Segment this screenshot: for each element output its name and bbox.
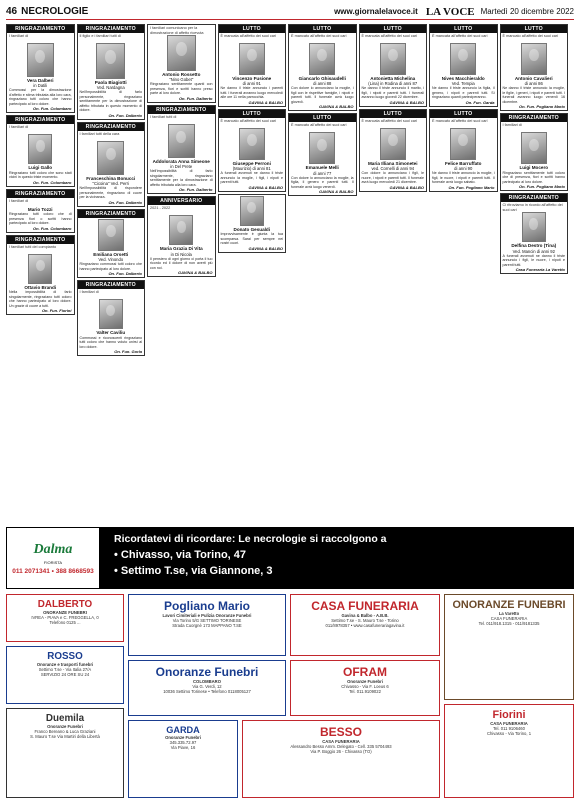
obituary-notice — [147, 196, 216, 277]
ad-line: Settimo T.se - S. Mauro T.se - Torino — [331, 618, 399, 623]
deceased-name: Mario Tozzi — [27, 206, 53, 212]
collection-banner — [6, 527, 574, 589]
ad-line: Via G. Verdi, 12 — [192, 684, 222, 689]
ad-subtitle: Onoranze Funebri — [347, 679, 383, 684]
portrait-photo — [167, 35, 196, 71]
notice-heading: RINGRAZIAMENTO — [78, 210, 145, 218]
portrait-photo — [239, 43, 265, 75]
notice-text: Ne danno il triste annuncio i parenti tutti. I funerali avranno luogo mercoledì alle ore 11 nella parrocchia. — [220, 86, 283, 100]
notice-text: Ne danno il triste annuncio la figlia, il genero, i nipoti e parenti tutti. Si ringraziano quanti parteciperanno. — [432, 86, 495, 100]
section-title: NECROLOGIE — [21, 6, 89, 17]
ad-line: Via Torino 5/G SETTIMO TORINESE — [172, 618, 242, 623]
ad-title: CASA FUNERARIA — [311, 599, 419, 613]
deceased-age: di anni 86 — [524, 81, 543, 87]
ad-subtitle: ONORANZE FUNEBRI — [43, 610, 87, 615]
obituary-notice — [6, 115, 75, 186]
deceased-age: (Lina) in Rodina di anni 87 — [368, 81, 418, 87]
notice-intro: I familiari di — [79, 290, 99, 295]
deceased-age: (Maurizio) di anni 81 — [232, 166, 271, 172]
ad-extra: Via P. Boggio 26 - Chivasso (TO) — [310, 749, 372, 754]
portrait-photo — [98, 219, 124, 251]
notice-signature: On. Fun. Pogliano Mario — [519, 104, 565, 110]
notice-intro: Ci ritroviamo in ricordo all'affetto dei suoi cari — [502, 203, 563, 212]
notice-text: A funerali avvenuti ne danno il triste annuncio la moglie, i figli, i nipoti e parenti tutti. — [220, 171, 283, 185]
obituary-notice — [288, 113, 357, 196]
deceased-name: Emiliana Orsetti — [93, 251, 129, 257]
notice-column — [359, 24, 428, 524]
deceased-age: Ved. Vinondo — [98, 257, 124, 263]
deceased-name: Vincenzo Fusione — [232, 76, 272, 81]
funeral-home-ad[interactable] — [444, 704, 574, 798]
notice-signature: On. Fun. Pogliano Mario — [519, 184, 565, 190]
notice-signature: On. Fun. Dalberto — [178, 95, 213, 101]
obituary-notice — [77, 209, 146, 278]
notice-text: Improvvisamente è giunta la tua scomparsa. Sarai per sempre nei nostri cuori. — [220, 232, 283, 246]
notice-heading: RINGRAZIAMENTO — [501, 194, 568, 202]
notice-text: Con dolore lo annunciano la moglie, i figli con le rispettive famiglie, i nipoti e parenti tutti. Il funerale avrà luogo giovedì. — [291, 86, 354, 104]
deceased-name: Giancarlo Ghisaudelli — [298, 76, 346, 81]
notice-text: Nell'impossibilità di farlo singolarmente, ringraziano sentitamente per la dimostrazione di affetto tributata alla loro cara. — [150, 169, 213, 187]
deceased-age: in Datili — [33, 83, 48, 89]
ad-subtitle: La Varetto — [498, 611, 520, 616]
ad-subtitle: CASA FUNERARIA — [322, 739, 360, 744]
portrait-photo — [239, 128, 265, 160]
notice-text: Ne danno il triste annuncio la moglie, le figlie, i generi, i nipoti e parenti tutti. I funerali avranno luogo venerdì 16 dicembre. — [502, 86, 565, 104]
notice-signature: On. Fun. Colombaro — [33, 179, 72, 185]
notice-column — [288, 24, 357, 524]
notice-signature: GAVINA & BALBO — [248, 99, 283, 105]
portrait-photo — [521, 43, 547, 75]
notice-intro: È mancato all'affetto dei suoi cari — [291, 123, 347, 128]
ad-subtitle: Gavina & Balbo - A.B.B. — [341, 613, 389, 618]
funeral-home-ad[interactable] — [290, 660, 440, 716]
portrait-photo — [27, 43, 54, 77]
obituary-notice — [6, 235, 75, 315]
obituary-notice — [429, 24, 498, 107]
ad-extra: Via Piave, 16 — [170, 745, 196, 750]
notice-signature: On. Fun. Dalberto — [108, 199, 142, 205]
notice-intro: I familiari tutti della cara — [79, 131, 120, 136]
ad-extra: S. Mauro T.se Via Martiri della Libertà — [30, 734, 100, 739]
ad-extra: Chivasso - Via Torino, 1 — [486, 731, 532, 736]
notice-column — [147, 24, 216, 524]
deceased-name: Felice Barruffato — [444, 160, 482, 166]
banner-address-1: • Chivasso, via Torino, 47 — [114, 549, 247, 561]
ad-extra: Telefono 0125 ... — [49, 620, 81, 625]
notice-heading: RINGRAZIAMENTO — [7, 236, 74, 244]
notice-signature: GAVINA & BALBO — [389, 99, 424, 105]
deceased-age: Ved. Tempia — [451, 81, 475, 87]
deceased-name: Antonietta Michelina — [370, 76, 416, 81]
obituary-notice — [218, 194, 287, 253]
notice-heading: RINGRAZIAMENTO — [78, 281, 145, 289]
notice-signature: GAVINA & BALBO — [319, 189, 354, 195]
notice-intro: Il figlio e i familiari tutti di — [79, 34, 121, 38]
ad-line: CASA FUNERARIA — [490, 616, 528, 621]
deceased-name: Addolorata Anna Simeone — [152, 158, 210, 164]
deceased-name: Maria Illiana Simonetei — [367, 160, 418, 166]
notice-column — [500, 24, 569, 524]
notice-signature: GAVINA & BALBO — [319, 104, 354, 110]
ad-title: Duemila — [45, 713, 85, 724]
notice-text: Commossi per la dimostrazione d'affetto e stima tributata alla loro cara, ringraziano tutti coloro che hanno partecipato al loro dolore. — [9, 88, 72, 106]
notice-text: Il pensiero di ogni giorno ci porta il tuo ricordo ed il dolore di non averti più con noi. — [150, 256, 213, 270]
notice-heading: RINGRAZIAMENTO — [7, 25, 74, 33]
ad-extra: Tel. 011/918.1315 - 011/9181335 — [478, 621, 540, 626]
notice-heading: RINGRAZIAMENTO — [148, 106, 215, 114]
florist-name: Dalma — [33, 541, 73, 557]
notice-heading: ANNIVERSARIO — [148, 197, 215, 205]
issue-date: Martedì 20 dicembre 2022 — [480, 7, 574, 16]
deceased-age: "Nino Gobet" — [169, 77, 194, 83]
notice-text: A funerali avvenuti ne danno il triste annuncio i figli, le nuore, i nipoti e parenti tutti. — [502, 253, 565, 267]
notice-text: Ringraziano sentitamente quanti con presenza, fiori e scritti hanno preso parte al loro dolore. — [150, 82, 213, 96]
funeral-home-ad[interactable] — [6, 708, 124, 798]
ad-title: BESSO — [319, 725, 362, 739]
notice-text: Nell'impossibilità di farlo personalmente, ringraziano sentitamente per la dimostrazione di affetto tributata in questo momento di dolore. — [79, 90, 142, 113]
portrait-photo — [450, 128, 476, 160]
obituary-notice — [147, 105, 216, 194]
deceased-age: in Di Nicola — [170, 251, 192, 257]
notice-intro: È mancato all'affetto dei suoi cari — [502, 34, 559, 38]
notice-intro: È mancato all'affetto dei suoi cari — [432, 118, 488, 123]
ad-subtitle: Lavori Cimiteriali e Pulizia Onoranze Funebri — [162, 613, 252, 618]
portrait-photo — [309, 132, 335, 164]
notice-intro: I familiari tutti del compianto — [9, 244, 57, 249]
paper-name: LA VOCE — [425, 5, 475, 18]
notice-text: Ne danno il triste annuncio la moglie, i figli, le nuore, i nipoti e parenti tutti. Il funerale avrà luogo sabato. — [432, 171, 495, 185]
notice-text: Nella impossibilità di farlo singolarmente, ringraziano tutti coloro che hanno partecipato al loro dolore. Un grazie di cuore a tutti. — [9, 290, 72, 308]
ad-subtitle: COLOMBARO — [193, 679, 221, 684]
page-number: 46 — [6, 6, 18, 17]
funeral-home-ad[interactable] — [242, 720, 440, 798]
notice-text: Ringraziano sentitamente tutti coloro che di presenza, fiori e scritti hanno partecipato al loro dolore. — [502, 170, 565, 184]
notice-intro: I familiari di — [9, 34, 29, 38]
notice-signature: On. Fun. Colombaro — [33, 225, 72, 231]
ad-line: Tel. 011 9106460 — [493, 726, 525, 731]
notice-signature: GAVINA & BALBO — [248, 184, 283, 190]
deceased-name: Vera Dalberi — [26, 78, 54, 83]
deceased-name: Franceschina Bonucci — [86, 175, 136, 181]
notice-signature: On. Fun. Fiorini — [41, 308, 72, 314]
notice-signature: On. Fun. Dalberto — [178, 187, 213, 193]
ad-subtitle: Onoranze e trasporti funebri — [36, 662, 94, 667]
obituary-notice — [6, 189, 75, 233]
deceased-age: in Del Prete — [170, 164, 193, 170]
ad-line: IVREA - PIAVA e C. FREGGELLA, 0 — [31, 615, 99, 620]
notice-text: Ringraziano tutti coloro che sono stati vicini in questo triste momento. — [9, 170, 72, 180]
portrait-photo — [450, 43, 476, 75]
deceased-age: di anni 77 — [313, 170, 332, 176]
ad-subtitle: Onoranze Funebri — [165, 735, 201, 740]
funeral-home-ad[interactable] — [6, 594, 124, 642]
deceased-name: Delfina Destro (Tina) — [511, 243, 557, 249]
notice-signature: GAVINA & BALBO — [389, 184, 424, 190]
florist-phone: 011 2071341 • 388 8668593 — [12, 567, 94, 575]
obituary-notice — [77, 122, 146, 207]
funeral-home-ad[interactable] — [128, 660, 286, 716]
notice-text: Con dolore lo annunciano la moglie, la figlia, il genero e parenti tutti. Il funerale avrà luogo venerdì. — [291, 175, 354, 189]
notice-text: Ringraziano tutti coloro che di presenza fiori o scritti hanno partecipato al loro dolore. — [9, 212, 72, 226]
ad-extra: 10036 Settimo Torinese • Telefono 0118005127 — [163, 689, 251, 694]
funeral-home-ad[interactable] — [128, 594, 286, 656]
ad-line: 345.335.72.97 — [169, 740, 197, 745]
notice-signature: On. Fun. Dalberto — [108, 271, 142, 277]
notice-intro: I familiari di — [502, 123, 522, 128]
notice-signature: Casa Funeraria La Varetto — [515, 267, 565, 273]
portrait-photo — [240, 196, 264, 226]
portrait-photo — [99, 299, 123, 329]
notice-heading: LUTTO — [430, 25, 497, 33]
ad-subtitle: Onoranze Funebri — [47, 724, 83, 729]
notice-intro: È mancato all'affetto dei suoi cari — [220, 118, 277, 123]
deceased-age: ved. Cornelli di anni 94 — [371, 166, 415, 172]
ad-title: Pogliano Mario — [163, 599, 250, 613]
notice-heading: LUTTO — [289, 114, 356, 122]
ad-line: Settimo T.se - Via Italia 27/A — [38, 667, 92, 672]
ad-title: DALBERTO — [37, 599, 93, 610]
notice-heading: LUTTO — [219, 25, 286, 33]
deceased-name: Antonio Rossetto — [162, 72, 201, 77]
florist-logo — [6, 527, 100, 589]
portrait-photo — [169, 215, 193, 245]
notice-column — [429, 24, 498, 524]
portrait-photo — [380, 128, 406, 160]
funeral-home-ad[interactable] — [128, 720, 238, 798]
notice-intro: È mancata all'affetto dei suoi cari — [361, 34, 418, 38]
notice-heading: RINGRAZIAMENTO — [7, 116, 74, 124]
notice-heading: RINGRAZIAMENTO — [501, 114, 568, 122]
notice-heading: RINGRAZIAMENTO — [78, 123, 145, 131]
notice-text: Con dolore lo annunciano i figli, le nuore, i nipoti e parenti tutti. Il funerale avrà luogo mercoledì 21 dicembre. — [361, 171, 424, 185]
notice-signature: On. Fun. Pogliano Mario — [448, 184, 495, 190]
obituary-notice — [77, 280, 146, 356]
deceased-name: Giuseppe Perroni — [232, 160, 271, 166]
notice-intro: È mancata all'affetto dei suoi cari — [432, 34, 488, 38]
deceased-age: di anni 88 — [313, 81, 332, 87]
deceased-age: di anni 91 — [242, 81, 261, 87]
deceased-name: Valter Caviliu — [96, 330, 126, 336]
deceased-name: Emanuele Melli — [305, 165, 339, 171]
obituary-notice — [288, 24, 357, 111]
ad-title: OFRAM — [343, 665, 387, 679]
notice-signature: GAVINA & BALBO — [178, 270, 213, 276]
florist-sub: FIORISTA — [43, 559, 63, 565]
notice-signature: On. Fun. Colombaro — [33, 106, 72, 112]
portrait-photo — [97, 141, 124, 175]
notice-signature: On. Fun. Garda — [465, 99, 495, 105]
notice-heading: LUTTO — [501, 25, 568, 33]
obituary-grid — [6, 24, 574, 524]
notice-intro: I familiari comunicano per la dimostrazione di affetto ricevuta — [150, 26, 204, 34]
deceased-name: Nives Macchieraldo — [441, 76, 485, 81]
notice-text: Nell'impossibilità di rispondere personalmente, ringraziano di cuore per la vicinanza. — [79, 186, 142, 200]
deceased-name: Paola Biagiotti — [94, 80, 127, 85]
obituary-notice — [147, 24, 216, 103]
obituary-notice — [500, 24, 569, 111]
funeral-home-ad[interactable] — [6, 646, 124, 704]
funeral-home-ad[interactable] — [290, 594, 440, 656]
notice-column — [218, 24, 287, 524]
ad-title: Fiorini — [492, 709, 526, 721]
deceased-name: Maria Grazia Di Vita — [159, 246, 203, 252]
obituary-notice — [218, 109, 287, 192]
ad-extra: Tel. 011.9109022 — [349, 689, 381, 694]
funeral-home-ad[interactable] — [444, 594, 574, 700]
notice-heading: RINGRAZIAMENTO — [7, 190, 74, 198]
deceased-name: Luigi Mocero — [519, 165, 549, 171]
banner-title: Ricordatevi di ricordare: Le necrologie si raccolgono a — [114, 533, 387, 545]
notice-intro: È mancata all'affetto dei suoi cari — [361, 118, 418, 123]
ad-extra: 011/8978357 • www.casafunerariagavina.it — [325, 623, 405, 628]
notice-text: Ringraziano commossi tutti coloro che hanno partecipato al loro dolore. — [79, 262, 142, 271]
notice-column — [6, 24, 75, 524]
portrait-photo — [380, 43, 406, 75]
obituary-notice — [500, 113, 569, 191]
ad-extra: Strada Cuorgnè 173 MAPPANO T.SE — [172, 623, 242, 628]
banner-address-2: • Settimo T.se, via Giannone, 3 — [114, 565, 273, 577]
portrait-photo — [522, 212, 546, 242]
ad-title: GARDA — [166, 725, 200, 735]
ad-line: Chivasso - Via F. Loeus 6 — [341, 684, 389, 689]
page-header — [6, 4, 574, 20]
notice-heading: LUTTO — [430, 110, 497, 118]
notice-intro: 2021 - 2022 — [150, 206, 171, 211]
ad-line: Franco Bereano & Luca Graziani — [34, 729, 96, 734]
deceased-name: Antonio Cavalieri — [514, 76, 553, 81]
notice-heading: LUTTO — [360, 25, 427, 33]
notice-text: Commossi e riconoscenti ringraziano tutti coloro che hanno voluto unirsi al loro dolore. — [79, 335, 142, 349]
deceased-age: Ved. Mancin di anni 92 — [512, 248, 555, 254]
portrait-photo — [168, 124, 195, 158]
site-url[interactable]: www.giornalelavoce.it — [334, 7, 418, 16]
obituary-notice — [500, 193, 569, 274]
obituary-notice — [429, 109, 498, 192]
deceased-age: di anni 90 — [454, 166, 473, 172]
banner-message — [100, 527, 574, 589]
notice-intro: I familiari di — [9, 198, 29, 203]
deceased-name: Luigi Gallo — [28, 165, 53, 171]
notice-intro: I familiari tutti di — [150, 114, 177, 119]
obituary-notice — [359, 109, 428, 192]
portrait-photo — [309, 43, 335, 75]
portrait-photo — [96, 43, 125, 79]
notice-column — [77, 24, 146, 524]
notice-heading: LUTTO — [219, 110, 286, 118]
ad-subtitle: CASA FUNERARIA — [490, 721, 528, 726]
ad-title: ROSSO — [47, 651, 83, 662]
portrait-photo — [521, 132, 547, 164]
notice-intro: È mancato all'affetto dei suoi cari — [291, 34, 347, 38]
notice-heading: RINGRAZIAMENTO — [78, 25, 145, 33]
deceased-age: "Cicoina" Ved. Perri — [92, 181, 129, 187]
portrait-photo — [28, 134, 52, 164]
notice-intro: È mancata all'affetto dei suoi cari — [220, 34, 277, 38]
notice-text: Ne danno il triste annuncio il marito, i figli, i nipoti e parenti tutti. I funerali avranno luogo giovedì 22 dicembre. — [361, 86, 424, 100]
ad-line: Alessandro Besso Amm. Delegato - Cell. 335 5704493 — [290, 744, 392, 749]
notice-signature: GAVINA & BALBO — [248, 245, 283, 251]
notice-signature: On. Fun. Dalberto — [108, 112, 142, 118]
notice-intro: I familiari di — [9, 125, 29, 130]
obituary-notice — [218, 24, 287, 107]
deceased-name: Ottavio Brandi — [24, 284, 57, 290]
notice-heading: LUTTO — [289, 25, 356, 33]
ad-title: ONORANZE FUNEBRI — [452, 599, 566, 611]
obituary-notice — [359, 24, 428, 107]
deceased-name: Donato Gesualdi — [233, 226, 270, 232]
ad-extra: SERVIZIO 24 ORE SU 24 — [40, 672, 90, 677]
deceased-age: Ved. Nardagna — [96, 85, 125, 91]
portrait-photo — [28, 254, 52, 284]
ad-title: Onoranze Funebri — [155, 665, 259, 679]
obituary-notice — [6, 24, 75, 113]
obituary-notice — [77, 24, 146, 120]
notice-heading: LUTTO — [360, 110, 427, 118]
notice-signature: On. Fun. Gorla — [114, 349, 142, 355]
